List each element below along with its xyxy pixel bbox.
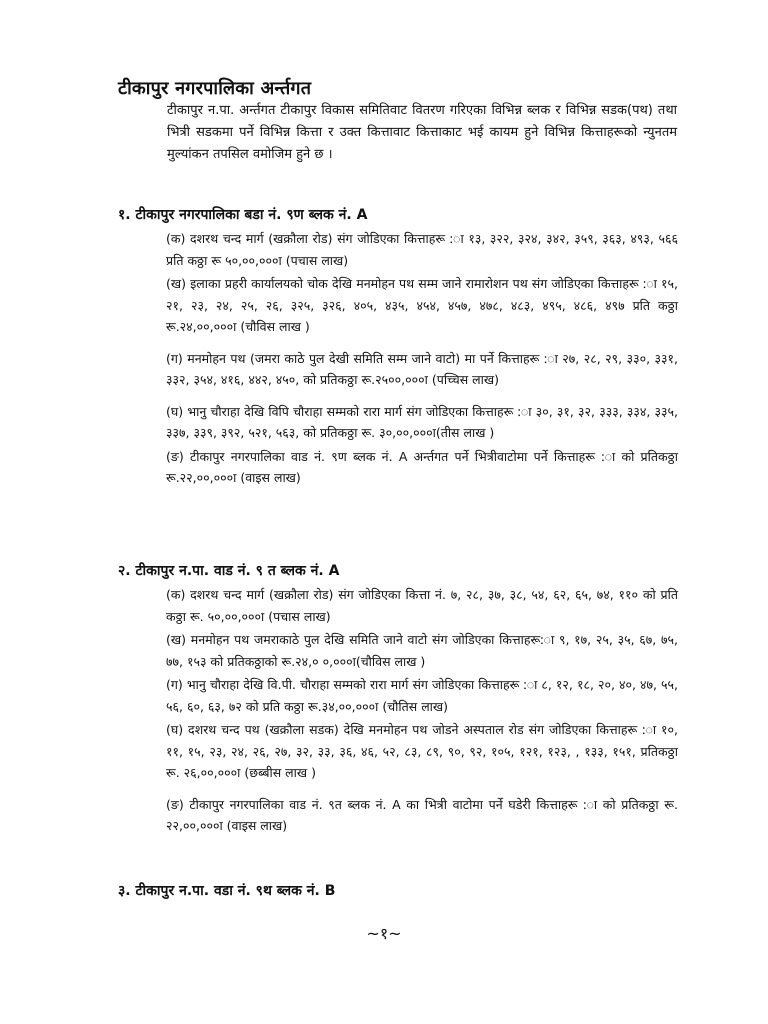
- list-item: (ग) भानु चौराहा देखि वि.पी. चौराहा सम्मको रारा मार्ग संग जोडिएका कित्ताहरू :ा ८, १२, १८, २०, ४०, ४७, ५५, ५६, ६०, ६३, ७२ को प्रति कठ्ठा रू.३४,००,०००ा (चौतिस लाख): [166, 677, 678, 714]
- document-title: टीकापुर नगरपालिका अर्न्तगत: [118, 78, 312, 99]
- list-item: (ख) इलाका प्रहरी कार्यालयको चोक देखि मनमोहन पथ सम्म जाने रामारोशन पथ संग जोडिएका कित्ताहरू :ा १५, २१, २३, २४, २५, २६, ३२५, ३२६, ४०५, ४३५, ४५४, ४५७, ४७८, ४८३, ४९५, ४८६, ४९७ प्रति कठ्ठा रू.२४,००,०००ा (चौविस लाख ): [166, 276, 678, 334]
- list-item: (ख) मनमोहन पथ जमराकाठे पुल देखि समिति जाने वाटो संग जोडिएका कित्ताहरू:ा ९, १७, २५, ३५, ६७, ७५, ७७, १५३ को प्रतिकठ्ठाको रू.२४,० ०,०००ा(चौविस लाख ): [166, 632, 678, 669]
- list-item: (क) दशरथ चन्द मार्ग (खक्रौला रोड) संग जोडिएका कित्ताहरू :ा १३, ३२२, ३२४, ३४२, ३५९, ३६३, ४९३, ५६६ प्रति कठ्ठा रू ५०,००,०००ा (पचास लाख): [166, 231, 678, 268]
- section-3: [118, 880, 688, 902]
- section-heading: ३. टीकापुर न.पा. वडा नं. ९थ ब्लक नं. B: [118, 883, 336, 899]
- section-1: [118, 204, 688, 489]
- section-heading: २. टीकापुर न.पा. वाड नं. ९ त ब्लक नं. A: [118, 563, 340, 579]
- list-item: (क) दशरथ चन्द मार्ग (खक्रौला रोड) संग जोडिएका कित्ता नं. ७, २८, ३७, ३८, ५४, ६२, ६५, ७४, ११० को प्रति कठ्ठा रू. ५०,००,०००ा (पचास लाख): [166, 587, 678, 624]
- list-item: (ग) मनमोहन पथ (जमरा काठे पुल देखी समिति सम्म जाने वाटो) मा पर्ने कित्ताहरू :ा २७, २८, २९, ३३०, ३३१, ३३२, ३५४, ४१६, ४४२, ४५०, को प्रतिकठ्ठा रू.२५००,०००ा (पच्चिस लाख): [166, 350, 678, 387]
- page-number: ~१~: [366, 924, 402, 943]
- section-heading: १. टीकापुर नगरपालिका बडा नं. ९ण ब्लक नं. A: [118, 207, 368, 223]
- intro-paragraph: टीकापुर न.पा. अर्न्तगत टीकापुर विकास समितिवाट वितरण गरिएका विभिन्न ब्लक र विभिन्न सडक(पथ) तथा भित्री सडकमा पर्ने विभिन्न कित्ता र उक्त कित्तावाट कित्ताकाट भई कायम हुने विभिन्न कित्ताहरूको न्युनतम मुल्यांकन तपसिल वमोजिम हुने छ ।: [167, 103, 677, 162]
- section-2: [118, 560, 688, 837]
- list-item: (घ) दशरथ चन्द पथ (खक्रौला सडक) देखि मनमोहन पथ जोडने अस्पताल रोड संग जोडिएका कित्ताहरू :ा १०, ११, १५, २३, २४, २६, २७, ३२, ३३, ३६, ४६, ५२, ८३, ८९, ९०, ९२, १०५, १२१, १२३, , १३३, १५१, प्रतिकठ्ठा रू. २६,००,०००ा (छब्बीस लाख ): [166, 722, 678, 780]
- list-item: (घ) भानु चौराहा देखि विपि चौराहा सम्मको रारा मार्ग संग जोडिएका कित्ताहरू :ा ३०, ३१, ३२, ३३३, ३३४, ३३५, ३३७, ३३९, ३९२, ५२१, ५६३, को प्रतिकठ्ठा रू. ३०,००,०००ा(तीस लाख ): [166, 403, 678, 440]
- list-item: (ङ) टीकापुर नगरपालिका वाड नं. ९ण ब्लक नं. A अर्न्तगत पर्ने भित्रीवाटोमा पर्ने कित्ताहरू :ा को प्रतिकठ्ठा रू.२२,००,०००ा (वाइस लाख): [166, 448, 678, 485]
- list-item: (ङ) टीकापुर नगरपालिका वाड नं. ९त ब्लक नं. A का भित्री वाटोमा पर्ने घडेरी कित्ताहरू :ा को प्रतिकठ्ठा रू. २२,००,०००ा (वाइस लाख): [166, 796, 678, 833]
